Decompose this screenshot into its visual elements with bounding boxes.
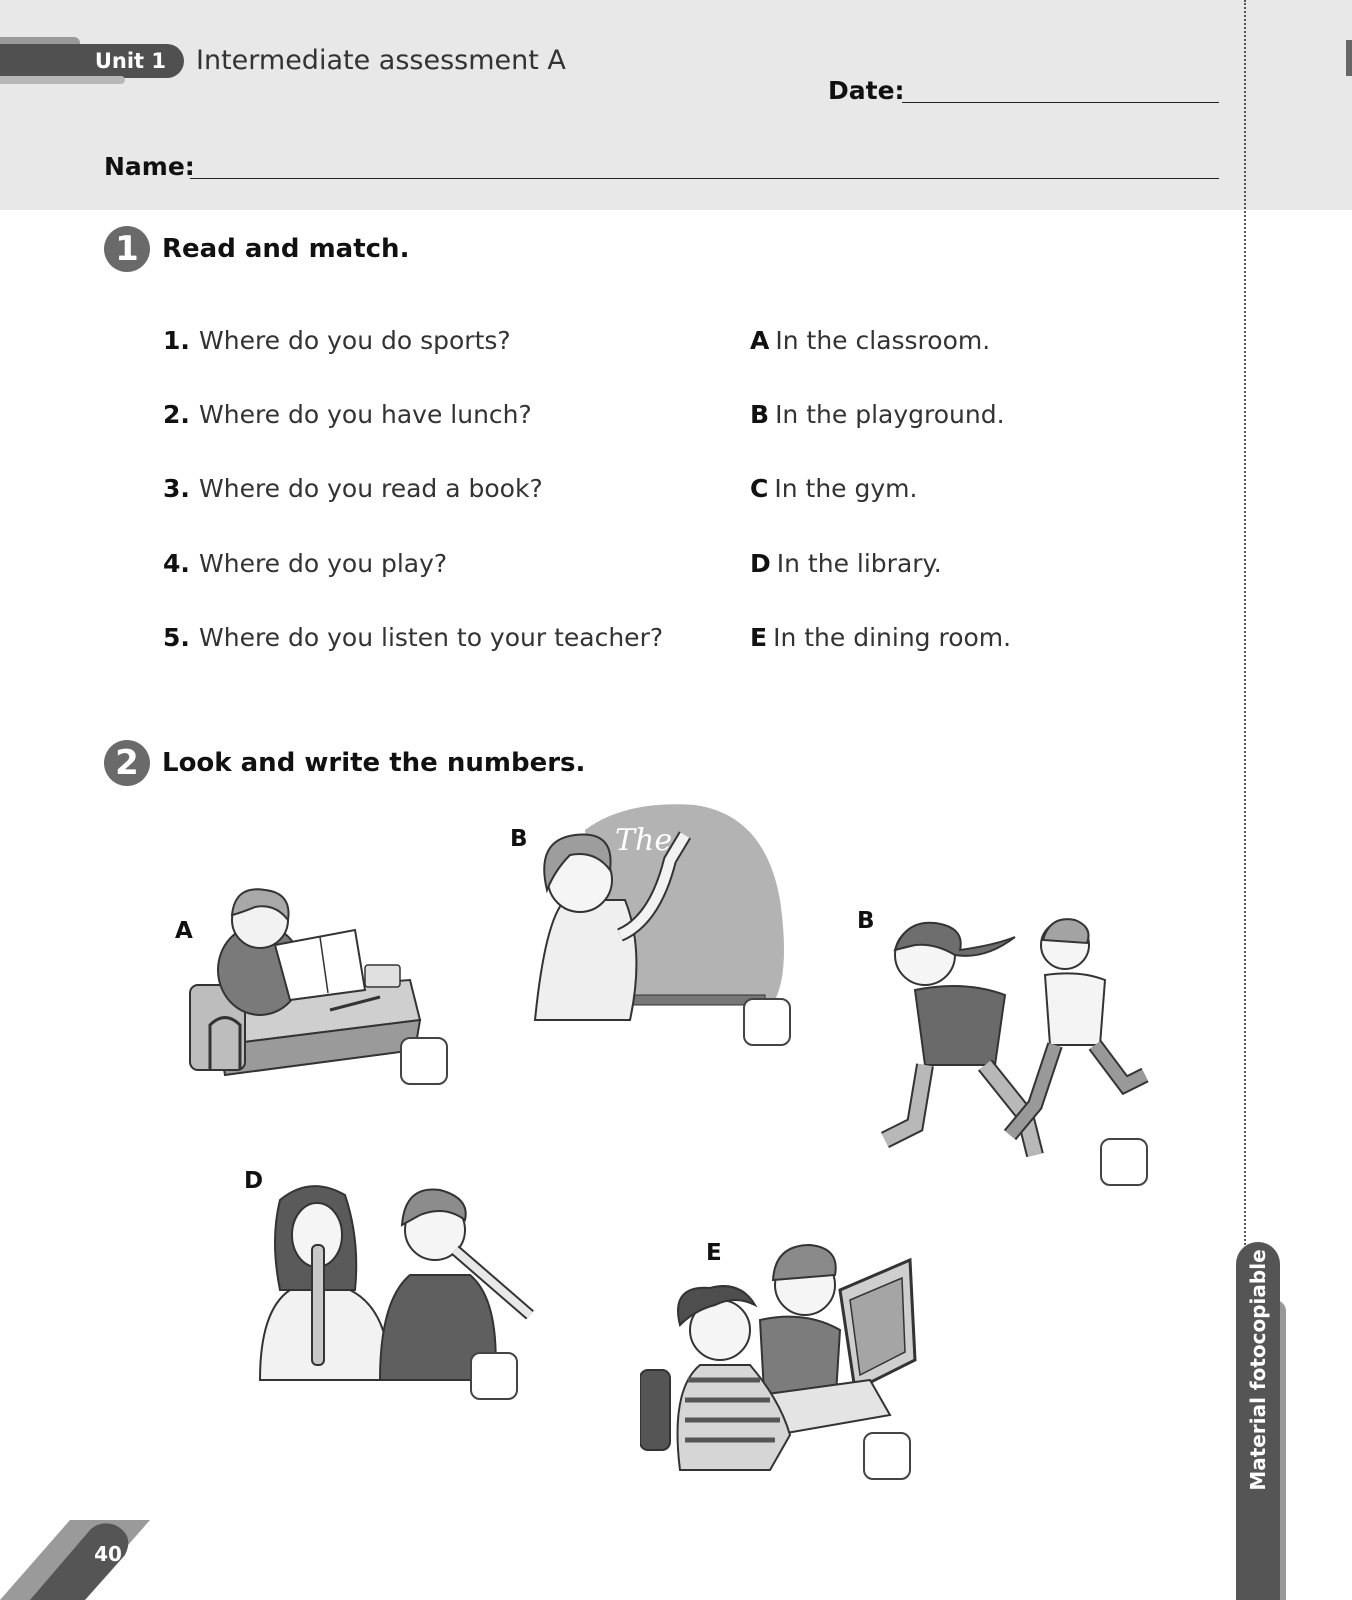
page-number: 40 [94,1542,122,1566]
question-5 [163,623,663,652]
answer-box-b[interactable] [743,998,791,1046]
answer-text: In the dining room. [773,623,1012,652]
picture-b-label: B [510,826,528,852]
answer-letter: D [750,549,771,578]
picture-d-label: D [244,1168,264,1194]
question-text: Where do you play? [199,549,448,578]
picture-e-label: E [706,1240,722,1266]
answer-letter: C [750,474,769,503]
question-number: 1. [163,326,190,355]
name-field[interactable] [190,178,1219,179]
question-2 [163,400,532,429]
answer-d [750,549,942,578]
unit-label: Unit 1 [0,44,184,78]
header-right-strip [1246,0,1352,210]
boy-reading-at-desk-illustration [180,885,430,1085]
question-4 [163,549,447,578]
question-text: Where do you have lunch? [199,400,532,429]
answer-b [750,400,1005,429]
question-text: Where do you listen to your teacher? [199,623,664,652]
answer-box-a[interactable] [400,1037,448,1085]
edge-mark [1346,40,1352,76]
answer-box-d[interactable] [470,1352,518,1400]
section-2-title: Look and write the numbers. [162,748,586,778]
picture-a-label: A [175,918,193,944]
answer-text: In the classroom. [775,326,991,355]
photocopiable-label: Material fotocopiable [1246,1249,1270,1491]
answer-box-c[interactable] [1100,1138,1148,1186]
question-text: Where do you do sports? [199,326,511,355]
answer-text: In the library. [776,549,942,578]
board-text: The [615,823,673,858]
question-3 [163,474,543,503]
picture-c-label: B [857,908,875,934]
answer-e [750,623,1011,652]
answer-c [750,474,917,503]
answer-letter: E [750,623,768,652]
name-label: Name: [104,152,195,181]
date-label: Date: [828,76,905,105]
section-1-badge: 1 [104,226,150,272]
section-1-title: Read and match. [162,234,410,264]
unit-tab-decoration [0,76,125,84]
question-1 [163,326,511,355]
answer-a [750,326,990,355]
answer-box-e[interactable] [863,1432,911,1480]
question-number: 5. [163,623,190,652]
answer-text: In the playground. [775,400,1005,429]
question-text: Where do you read a book? [199,474,543,503]
assessment-title: Intermediate assessment A [196,45,566,76]
date-field[interactable] [902,102,1219,103]
answer-text: In the gym. [774,474,918,503]
section-2-badge: 2 [104,740,150,786]
answer-letter: A [750,326,770,355]
answer-letter: B [750,400,770,429]
question-number: 4. [163,549,190,578]
question-number: 3. [163,474,190,503]
question-number: 2. [163,400,190,429]
